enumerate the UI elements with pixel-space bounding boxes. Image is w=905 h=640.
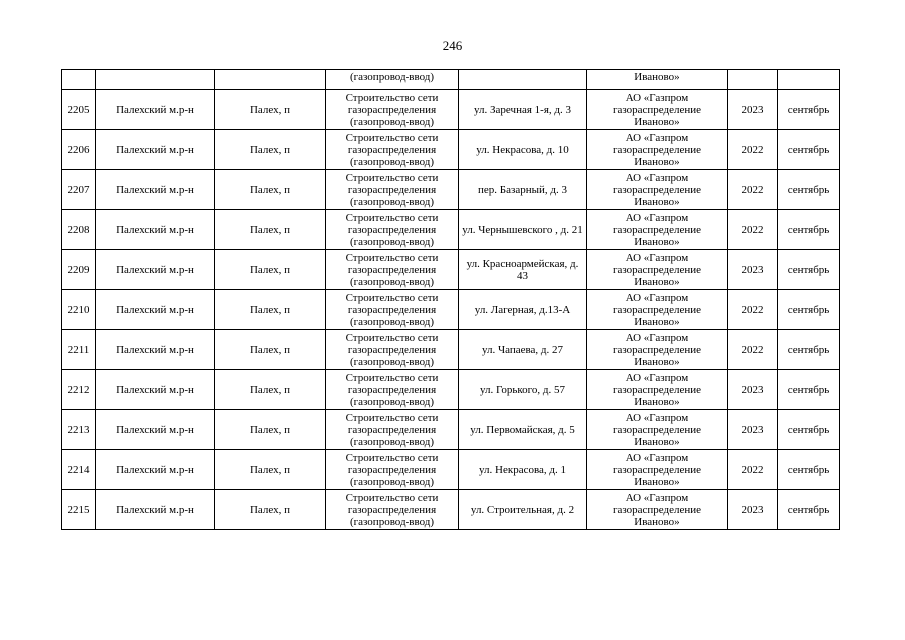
org-line: газораспределение — [612, 103, 702, 116]
cell-month: сентябрь — [778, 450, 840, 490]
cell-locality: Палех, п — [215, 490, 326, 530]
work-line: газораспределения — [347, 223, 437, 236]
cell-address — [459, 70, 587, 90]
cell-org — [587, 90, 728, 130]
table-row — [62, 370, 840, 410]
cell-month: сентябрь — [778, 330, 840, 370]
org-line: АО «Газпром — [625, 251, 689, 264]
work-line: Строительство сети — [345, 291, 439, 304]
work-line: газораспределения — [347, 263, 437, 276]
cell-month: сентябрь — [778, 250, 840, 290]
org-line: АО «Газпром — [625, 371, 689, 384]
cell-month: сентябрь — [778, 490, 840, 530]
cell-address: ул. Некрасова, д. 1 — [459, 450, 587, 490]
org-line: АО «Газпром — [625, 451, 689, 464]
org-line: газораспределение — [612, 503, 702, 516]
org-line: Иваново» — [634, 235, 680, 248]
cell-num: 2211 — [62, 330, 96, 370]
work-line: (газопровод-ввод) — [349, 275, 435, 288]
cell-locality: Палех, п — [215, 410, 326, 450]
work-line: (газопровод-ввод) — [349, 515, 435, 528]
cell-work — [326, 210, 459, 250]
table-row — [62, 490, 840, 530]
work-line: Строительство сети — [345, 211, 439, 224]
cell-address: ул. Первомайская, д. 5 — [459, 410, 587, 450]
continuation-row — [62, 70, 840, 90]
cell-work — [326, 130, 459, 170]
work-line: Строительство сети — [345, 411, 439, 424]
cell-num: 2212 — [62, 370, 96, 410]
cell-district: Палехский м.р-н — [96, 370, 215, 410]
cell-num: 2205 — [62, 90, 96, 130]
work-line: газораспределения — [347, 423, 437, 436]
org-line: АО «Газпром — [625, 211, 689, 224]
work-line: (газопровод-ввод) — [349, 355, 435, 368]
cell-address: ул. Заречная 1-я, д. 3 — [459, 90, 587, 130]
org-line: АО «Газпром — [625, 411, 689, 424]
org-line: Иваново» — [634, 475, 680, 488]
cell-year — [728, 70, 778, 90]
org-line: газораспределение — [612, 343, 702, 356]
cell-year: 2022 — [728, 450, 778, 490]
work-line: Строительство сети — [345, 131, 439, 144]
org-line: газораспределение — [612, 263, 702, 276]
cell-org — [587, 410, 728, 450]
cell-num: 2214 — [62, 450, 96, 490]
work-line: газораспределения — [347, 183, 437, 196]
cell-year: 2022 — [728, 210, 778, 250]
cell-address: ул. Чапаева, д. 27 — [459, 330, 587, 370]
org-line: газораспределение — [612, 223, 702, 236]
cell-num: 2208 — [62, 210, 96, 250]
work-line: (газопровод-ввод) — [349, 475, 435, 488]
table-row — [62, 330, 840, 370]
cell-work — [326, 250, 459, 290]
org-line: Иваново» — [634, 435, 680, 448]
cell-locality: Палех, п — [215, 170, 326, 210]
cell-address: пер. Базарный, д. 3 — [459, 170, 587, 210]
work-line: газораспределения — [347, 143, 437, 156]
org-line: Иваново» — [634, 515, 680, 528]
work-line: газораспределения — [347, 103, 437, 116]
work-line: газораспределения — [347, 343, 437, 356]
work-line: (газопровод-ввод) — [349, 195, 435, 208]
org-line: АО «Газпром — [625, 91, 689, 104]
org-line: Иваново» — [634, 195, 680, 208]
cell-month: сентябрь — [778, 90, 840, 130]
cell-num — [62, 70, 96, 90]
cell-work: (газопровод-ввод) — [326, 70, 459, 90]
cell-org: Иваново» — [587, 70, 728, 90]
cell-address: ул. Красноармейская, д. 43 — [459, 250, 587, 290]
org-line: АО «Газпром — [625, 131, 689, 144]
cell-year: 2023 — [728, 410, 778, 450]
work-line: газораспределения — [347, 303, 437, 316]
work-line: Строительство сети — [345, 451, 439, 464]
cell-district: Палехский м.р-н — [96, 90, 215, 130]
cell-org — [587, 130, 728, 170]
work-line: (газопровод-ввод) — [349, 235, 435, 248]
work-line: Строительство сети — [345, 371, 439, 384]
org-line: газораспределение — [612, 463, 702, 476]
cell-district: Палехский м.р-н — [96, 450, 215, 490]
cell-district: Палехский м.р-н — [96, 410, 215, 450]
cell-month: сентябрь — [778, 130, 840, 170]
cell-district: Палехский м.р-н — [96, 250, 215, 290]
cell-district: Палехский м.р-н — [96, 290, 215, 330]
org-line: газораспределение — [612, 143, 702, 156]
cell-month: сентябрь — [778, 170, 840, 210]
cell-work — [326, 490, 459, 530]
org-line: АО «Газпром — [625, 491, 689, 504]
cell-address: ул. Горького, д. 57 — [459, 370, 587, 410]
table-row — [62, 410, 840, 450]
cell-num: 2209 — [62, 250, 96, 290]
cell-num: 2210 — [62, 290, 96, 330]
work-line: Строительство сети — [345, 91, 439, 104]
cell-district: Палехский м.р-н — [96, 330, 215, 370]
cell-district — [96, 70, 215, 90]
cell-num: 2213 — [62, 410, 96, 450]
page-number: 246 — [442, 38, 463, 53]
org-line: АО «Газпром — [625, 291, 689, 304]
work-line: Строительство сети — [345, 251, 439, 264]
table-row — [62, 90, 840, 130]
work-line: Строительство сети — [345, 491, 439, 504]
cell-district: Палехский м.р-н — [96, 130, 215, 170]
org-line: газораспределение — [612, 303, 702, 316]
work-line: (газопровод-ввод) — [349, 115, 435, 128]
org-line: Иваново» — [634, 355, 680, 368]
org-line: Иваново» — [634, 315, 680, 328]
cell-org — [587, 290, 728, 330]
cell-org — [587, 250, 728, 290]
work-line: газораспределения — [347, 463, 437, 476]
work-line: газораспределения — [347, 383, 437, 396]
org-line: газораспределение — [612, 183, 702, 196]
org-line: Иваново» — [634, 275, 680, 288]
cell-locality: Палех, п — [215, 330, 326, 370]
cell-district: Палехский м.р-н — [96, 170, 215, 210]
table-row — [62, 170, 840, 210]
org-line: Иваново» — [634, 115, 680, 128]
cell-year: 2022 — [728, 130, 778, 170]
cell-month: сентябрь — [778, 290, 840, 330]
cell-year: 2023 — [728, 490, 778, 530]
cell-year: 2022 — [728, 290, 778, 330]
org-line: газораспределение — [612, 383, 702, 396]
cell-address: ул. Лагерная, д.13-А — [459, 290, 587, 330]
work-line: (газопровод-ввод) — [349, 155, 435, 168]
cell-year: 2022 — [728, 330, 778, 370]
table-row — [62, 210, 840, 250]
cell-org — [587, 330, 728, 370]
cell-org — [587, 170, 728, 210]
cell-address: ул. Некрасова, д. 10 — [459, 130, 587, 170]
cell-work — [326, 170, 459, 210]
table-row — [62, 450, 840, 490]
cell-num: 2215 — [62, 490, 96, 530]
cell-org — [587, 210, 728, 250]
cell-year: 2023 — [728, 250, 778, 290]
work-line: газораспределения — [347, 503, 437, 516]
org-line: Иваново» — [634, 155, 680, 168]
work-line: Строительство сети — [345, 171, 439, 184]
cell-locality: Палех, п — [215, 210, 326, 250]
cell-year: 2022 — [728, 170, 778, 210]
work-line: (газопровод-ввод) — [349, 435, 435, 448]
cell-year: 2023 — [728, 370, 778, 410]
table-row — [62, 290, 840, 330]
cell-month — [778, 70, 840, 90]
cell-address: ул. Чернышевского , д. 21 — [459, 210, 587, 250]
cell-work — [326, 290, 459, 330]
work-line: (газопровод-ввод) — [349, 395, 435, 408]
cell-org — [587, 450, 728, 490]
cell-num: 2207 — [62, 170, 96, 210]
cell-locality: Палех, п — [215, 130, 326, 170]
cell-month: сентябрь — [778, 410, 840, 450]
org-line: газораспределение — [612, 423, 702, 436]
table-row — [62, 130, 840, 170]
cell-address: ул. Строительная, д. 2 — [459, 490, 587, 530]
gasification-table — [61, 69, 840, 530]
cell-district: Палехский м.р-н — [96, 490, 215, 530]
cell-work — [326, 90, 459, 130]
cell-year: 2023 — [728, 90, 778, 130]
cell-locality: Палех, п — [215, 90, 326, 130]
work-line: Строительство сети — [345, 331, 439, 344]
work-line: (газопровод-ввод) — [349, 315, 435, 328]
cell-work — [326, 370, 459, 410]
cell-locality — [215, 70, 326, 90]
cell-num: 2206 — [62, 130, 96, 170]
org-line: АО «Газпром — [625, 171, 689, 184]
cell-work — [326, 410, 459, 450]
cell-work — [326, 330, 459, 370]
org-line: Иваново» — [634, 395, 680, 408]
cell-locality: Палех, п — [215, 450, 326, 490]
org-line: АО «Газпром — [625, 331, 689, 344]
cell-work — [326, 450, 459, 490]
cell-locality: Палех, п — [215, 290, 326, 330]
cell-month: сентябрь — [778, 210, 840, 250]
cell-org — [587, 370, 728, 410]
cell-org — [587, 490, 728, 530]
cell-locality: Палех, п — [215, 370, 326, 410]
cell-locality: Палех, п — [215, 250, 326, 290]
table-row — [62, 250, 840, 290]
cell-month: сентябрь — [778, 370, 840, 410]
cell-district: Палехский м.р-н — [96, 210, 215, 250]
